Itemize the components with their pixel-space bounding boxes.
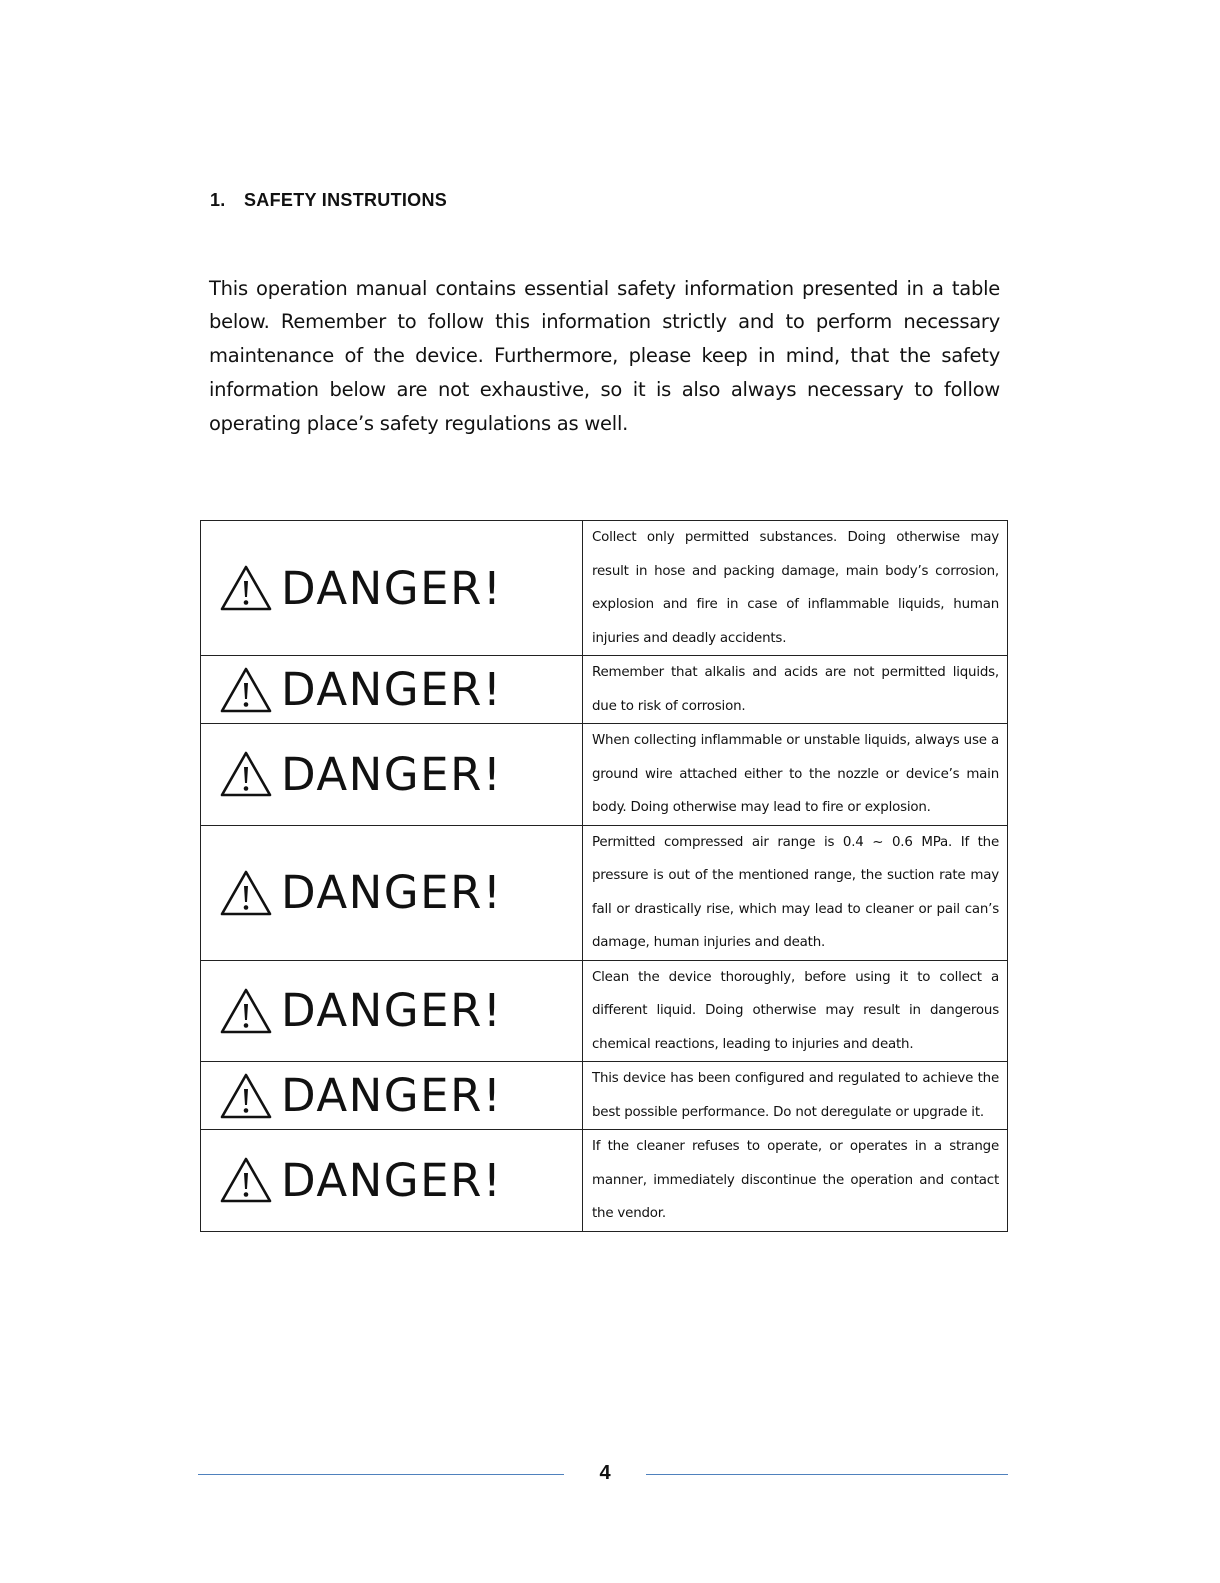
- safety-row: [201, 960, 1008, 1062]
- section-number: 1.: [210, 190, 226, 210]
- danger-label: DANGER!: [281, 984, 503, 1038]
- warning-triangle-icon: [219, 666, 273, 714]
- warning-triangle-icon: [219, 750, 273, 798]
- danger-label: DANGER!: [281, 561, 503, 615]
- danger-cell: [201, 960, 583, 1062]
- safety-row: [201, 1130, 1008, 1232]
- danger-label-group: [219, 663, 582, 716]
- danger-description: Remember that alkalis and acids are not permitted liquids, due to risk of corrosion.: [583, 656, 1008, 724]
- danger-cell: [201, 521, 583, 656]
- safety-row: [201, 656, 1008, 724]
- danger-label: DANGER!: [281, 866, 503, 919]
- safety-row: [201, 521, 1008, 656]
- section-title: SAFETY INSTRUTIONS: [244, 190, 448, 210]
- danger-label-group: [219, 747, 582, 801]
- safety-row: [201, 825, 1008, 960]
- danger-label: DANGER!: [281, 1153, 503, 1207]
- danger-cell: [201, 825, 583, 960]
- danger-cell: [201, 724, 583, 826]
- section-heading: [210, 190, 447, 211]
- footer-rule-right: [646, 1474, 1008, 1475]
- danger-cell: [201, 656, 583, 724]
- warning-triangle-icon: [219, 869, 273, 917]
- danger-description: Collect only permitted substances. Doing otherwise may result in hose and packing damage, main body’s corrosion, explosion and fire in case of inflammable liquids, human injuries and deadly accidents.: [583, 521, 1008, 656]
- warning-triangle-icon: [219, 564, 273, 612]
- danger-label-group: [219, 1153, 582, 1207]
- danger-label: DANGER!: [281, 747, 503, 801]
- safety-row: [201, 724, 1008, 826]
- page-number: 4: [599, 1462, 611, 1484]
- danger-cell: [201, 1130, 583, 1232]
- danger-label-group: [219, 866, 582, 919]
- danger-description: Clean the device thoroughly, before using it to collect a different liquid. Doing otherwise may result in dangerous chemical reactions, leading to injuries and death.: [583, 960, 1008, 1062]
- danger-label-group: [219, 561, 582, 615]
- danger-label: DANGER!: [281, 663, 503, 716]
- danger-description: When collecting inflammable or unstable liquids, always use a ground wire attached either to the nozzle or device’s main body. Doing otherwise may lead to fire or explosion.: [583, 724, 1008, 826]
- safety-table: [200, 520, 1008, 1232]
- danger-cell: [201, 1062, 583, 1130]
- danger-description: If the cleaner refuses to operate, or operates in a strange manner, immediately discontinue the operation and contact the vendor.: [583, 1130, 1008, 1232]
- danger-description: Permitted compressed air range is 0.4 ~ 0.6 MPa. If the pressure is out of the mentioned range, the suction rate may fall or drastically rise, which may lead to cleaner or pail can’s damage, human injuries and death.: [583, 825, 1008, 960]
- warning-triangle-icon: [219, 1156, 273, 1204]
- intro-paragraph: This operation manual contains essential safety information presented in a table below. Remember to follow this information strictly and to perform necessary maintenance of the device. Furthermore, please keep in mind, that the safety information below are not exhaustive, so it is also always necessary to follow operating place’s safety regulations as well.: [209, 276, 1000, 435]
- warning-triangle-icon: [219, 1072, 273, 1120]
- warning-triangle-icon: [219, 987, 273, 1035]
- safety-row: [201, 1062, 1008, 1130]
- danger-label-group: [219, 1069, 582, 1122]
- danger-label-group: [219, 984, 582, 1038]
- danger-label: DANGER!: [281, 1069, 503, 1122]
- danger-description: This device has been configured and regulated to achieve the best possible performance. Do not deregulate or upgrade it.: [583, 1062, 1008, 1130]
- footer-rule-left: [198, 1474, 564, 1475]
